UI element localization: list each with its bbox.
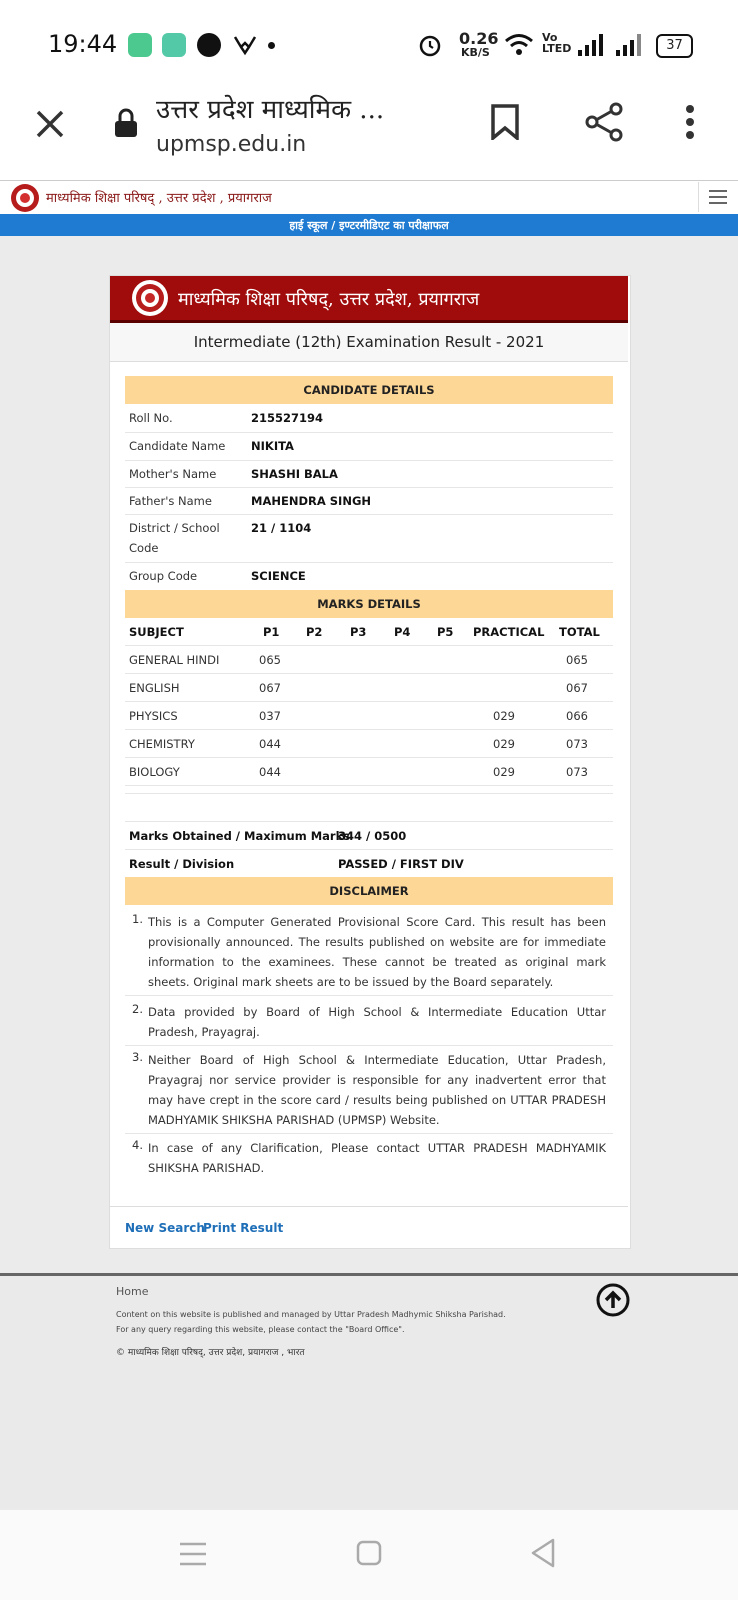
group-code-label: Group Code — [129, 569, 198, 583]
candidate-section-header: CANDIDATE DETAILS — [125, 376, 613, 404]
divider — [125, 645, 613, 646]
marks-section-header: MARKS DETAILS — [125, 590, 613, 618]
divider — [125, 849, 613, 850]
district-school-label: District / School — [129, 521, 220, 535]
father-name-label: Father's Name — [129, 494, 212, 508]
disclaimer-num: 4. — [132, 1138, 143, 1152]
total-cell: 073 — [566, 737, 588, 751]
exam-title: Intermediate (12th) Examination Result - 2021 — [110, 323, 628, 362]
footer-copyright: © माध्यमिक शिक्षा परिषद्, उत्तर प्रदेश, प्रयागराज , भारत — [116, 1348, 305, 1358]
p1-cell: 044 — [259, 765, 281, 779]
signal-icon — [578, 34, 604, 56]
p1-cell: 067 — [259, 681, 281, 695]
subject-cell: ENGLISH — [129, 681, 180, 695]
divider — [125, 1133, 613, 1134]
hands-icon — [231, 31, 259, 59]
up-emblem-icon — [131, 279, 169, 317]
divider — [125, 1045, 613, 1046]
hamburger-menu-button[interactable] — [698, 182, 737, 212]
net-speed-unit: KB/S — [461, 46, 490, 59]
app-notification-icon-2 — [162, 33, 186, 57]
divider — [125, 757, 613, 758]
subject-cell: CHEMISTRY — [129, 737, 195, 751]
disclaimer-item: In case of any Clarification, Please contact UTTAR PRADESH MADHYAMIK SHIKSHA PARISHAD. — [148, 1141, 606, 1175]
net-speed-value: 0.26 — [459, 29, 499, 48]
disclaimer-num: 1. — [132, 912, 143, 926]
divider — [125, 514, 613, 515]
col-total: TOTAL — [559, 625, 600, 639]
practical-cell: 029 — [493, 709, 515, 723]
status-time: 19:44 — [48, 30, 118, 58]
card-actions-divider — [110, 1206, 628, 1207]
divider — [125, 785, 613, 786]
total-cell: 073 — [566, 765, 588, 779]
p1-cell: 065 — [259, 653, 281, 667]
divider — [125, 701, 613, 702]
total-cell: 066 — [566, 709, 588, 723]
footer-text-line1: Content on this website is published and managed by Uttar Pradesh Madhymic Shiksha Parishad. — [116, 1310, 506, 1319]
father-name-value: MAHENDRA SINGH — [251, 494, 372, 508]
result-division-value: PASSED / FIRST DIV — [338, 857, 464, 871]
new-search-link[interactable]: New Search — [125, 1221, 205, 1235]
practical-cell: 029 — [493, 765, 515, 779]
disclaimer-section-header: DISCLAIMER — [125, 877, 613, 905]
district-school-value: 21 / 1104 — [251, 521, 312, 535]
disclaimer-item: This is a Computer Generated Provisional Score Card. This result has been provisionally announced. The results published on website are for immediate information to the examinees. These cannot be treated as original mark sheets. Original mark sheets are to be issued by the Board separately. — [148, 915, 606, 989]
col-subject: SUBJECT — [129, 625, 184, 639]
browser-page-title[interactable]: उत्तर प्रदेश माध्यमिक ... — [156, 95, 385, 125]
disclaimer-item: Data provided by Board of High School & Intermediate Education Uttar Pradesh, Prayagraj. — [148, 1005, 606, 1039]
marks-obtained-value: 344 / 0500 — [338, 829, 407, 843]
back-icon[interactable] — [530, 1538, 556, 1568]
candidate-name-value: NIKITA — [251, 439, 294, 453]
practical-cell: 029 — [493, 737, 515, 751]
district-school-label-2: Code — [129, 541, 159, 555]
candidate-name-label: Candidate Name — [129, 439, 226, 453]
subject-cell: BIOLOGY — [129, 765, 180, 779]
battery-icon: 37 — [656, 34, 693, 58]
signal-icon-2 — [616, 34, 642, 56]
roll-no-label: Roll No. — [129, 411, 173, 425]
divider — [125, 673, 613, 674]
mother-name-value: SHASHI BALA — [251, 467, 338, 481]
divider — [125, 821, 613, 822]
more-menu-icon[interactable] — [684, 104, 696, 140]
share-icon[interactable] — [584, 102, 624, 142]
divider — [125, 562, 613, 563]
footer-home-link[interactable]: Home — [116, 1285, 149, 1298]
footer-text-line2: For any query regarding this website, please contact the "Board Office". — [116, 1325, 405, 1334]
disclaimer-item: Neither Board of High School & Intermediate Education, Uttar Pradesh, Prayagraj nor service provider is responsible for any inadvertent error that may have crept in the score card / results being published on UTTAR PRADESH MADHYAMIK SHIKSHA PARISHAD (UPMSP) Website. — [148, 1053, 606, 1127]
p1-cell: 044 — [259, 737, 281, 751]
print-result-link[interactable]: Print Result — [203, 1221, 284, 1235]
col-p3: P3 — [350, 625, 367, 639]
subject-cell: GENERAL HINDI — [129, 653, 220, 667]
total-cell: 067 — [566, 681, 588, 695]
divider — [125, 432, 613, 433]
disclaimer-num: 2. — [132, 1002, 143, 1016]
total-cell: 065 — [566, 653, 588, 667]
col-practical: PRACTICAL — [473, 625, 545, 639]
col-p2: P2 — [306, 625, 323, 639]
wifi-icon — [504, 32, 534, 58]
disclaimer-num: 3. — [132, 1050, 143, 1064]
marks-obtained-label: Marks Obtained / Maximum Marks — [129, 829, 351, 843]
subject-cell: PHYSICS — [129, 709, 178, 723]
url-text[interactable]: upmsp.edu.in — [156, 132, 307, 157]
group-code-value: SCIENCE — [251, 569, 306, 583]
nav-link-result[interactable]: हाई स्कूल / इण्टरमीडिएट का परीक्षाफल — [289, 219, 449, 232]
dot-icon — [268, 42, 275, 49]
result-division-label: Result / Division — [129, 857, 235, 871]
divider — [125, 487, 613, 488]
alarm-icon — [418, 33, 442, 57]
col-p4: P4 — [394, 625, 411, 639]
whatsapp-icon — [197, 33, 221, 57]
close-icon[interactable] — [34, 108, 66, 140]
col-p5: P5 — [437, 625, 454, 639]
p1-cell: 037 — [259, 709, 281, 723]
divider — [125, 793, 613, 794]
recent-apps-icon[interactable] — [180, 1542, 206, 1566]
volte-icon: Vo LTED — [542, 31, 572, 55]
app-notification-icon — [128, 33, 152, 57]
mother-name-label: Mother's Name — [129, 467, 217, 481]
divider — [125, 460, 613, 461]
scroll-to-top-icon[interactable] — [596, 1283, 630, 1317]
lock-icon[interactable] — [114, 108, 138, 138]
bookmark-icon[interactable] — [490, 104, 520, 140]
divider — [125, 995, 613, 996]
up-emblem-icon — [10, 183, 40, 213]
col-p1: P1 — [263, 625, 280, 639]
site-title[interactable]: माध्यमिक शिक्षा परिषद् , उत्तर प्रदेश , प्रयागराज — [46, 191, 272, 206]
divider — [125, 729, 613, 730]
card-banner-title: माध्यमिक शिक्षा परिषद्, उत्तर प्रदेश, प्रयागराज — [178, 289, 480, 310]
home-icon[interactable] — [356, 1540, 382, 1566]
roll-no-value: 215527194 — [251, 411, 324, 425]
